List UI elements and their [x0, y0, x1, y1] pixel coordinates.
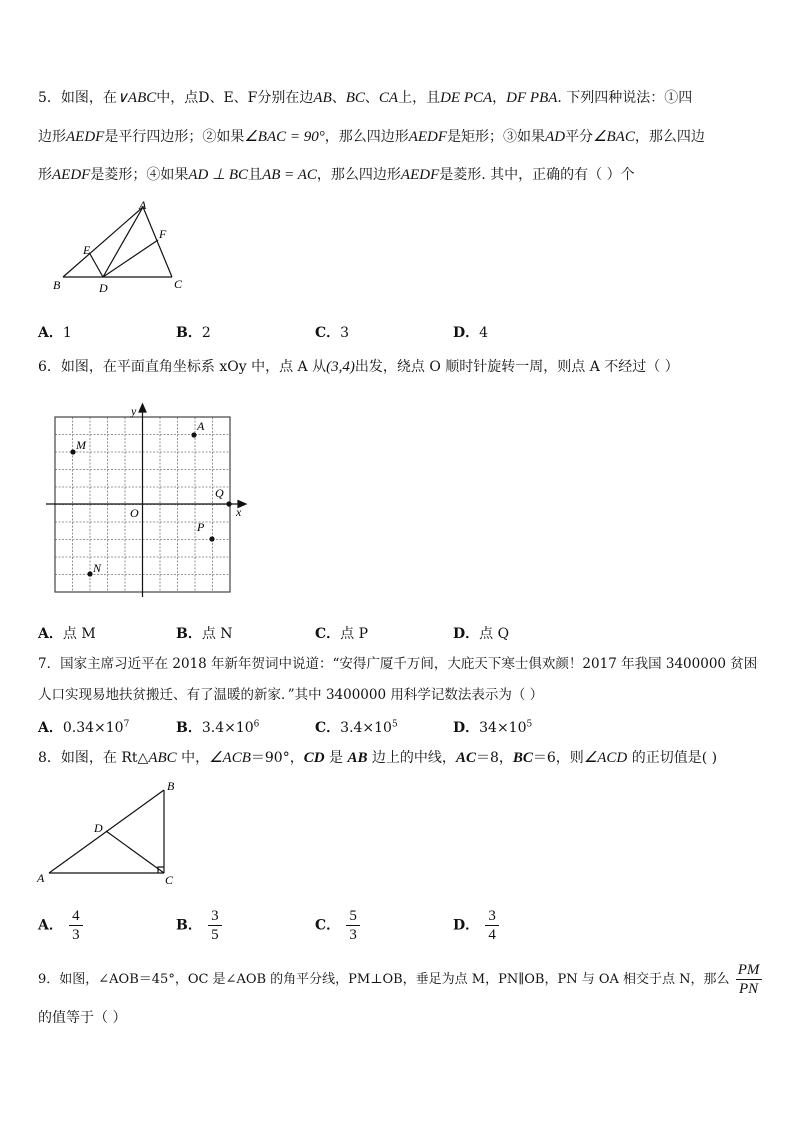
q6-number: 6． — [38, 359, 61, 375]
label-c: C — [165, 873, 174, 887]
q5-option-c[interactable]: C．3 — [315, 325, 350, 341]
fraction: $\frac{3}{4}$ — [485, 908, 499, 943]
q8-option-b[interactable]: B． $\frac{3}{5}$ — [176, 908, 222, 943]
y-axis-arrow-icon — [139, 404, 146, 412]
label-d: D — [94, 821, 103, 835]
point-p — [209, 536, 214, 541]
fraction: $\frac{4}{3}$ — [69, 908, 83, 943]
q8-option-a[interactable]: A． $\frac{4}{3}$ — [38, 908, 83, 943]
label-f: F — [159, 227, 167, 241]
q6-option-b[interactable]: B．点 N — [176, 626, 233, 642]
q7-line-1: 7．国家主席习近平在 2018 年新年贺词中说道：“安得广厦千万间，大庇天下寒士俱欢颜！2017 年我国 3400000 贫困 — [38, 656, 758, 672]
q7-option-a[interactable]: A．$0.34\times 10^7$ — [38, 719, 130, 736]
label-a: A — [139, 198, 147, 212]
point-m — [70, 449, 75, 454]
label-a: A — [197, 419, 205, 433]
q5-option-d[interactable]: D．4 — [453, 325, 489, 341]
point-a — [191, 432, 196, 437]
q8-right-triangle-figure — [34, 778, 184, 890]
label-x: x — [236, 505, 242, 519]
q8-number: 8． — [38, 750, 61, 766]
q9-number: 9． — [38, 972, 60, 987]
coordinate-3-4: (3,4) — [326, 359, 355, 375]
q8-line-1: 8．如图，在 Rt△ABC 中，∠ACB＝90°，CD 是 AB 边上的中线，AC＝8，BC＝6，则∠ACD 的正切值是( ) — [38, 750, 718, 766]
label-a: A — [37, 871, 45, 885]
label-p: P — [197, 520, 205, 534]
fraction: $\frac{5}{3}$ — [346, 908, 360, 943]
q5-line-3: 形AEDF是菱形；④如果AD ⊥ BC且AB = AC，那么四边形AEDF是菱形. 其中，正确的有（ ）个 — [38, 167, 635, 183]
point-q — [226, 501, 231, 506]
q6-line-1: 6．如图，在平面直角坐标系 xOy 中，点 A 从(3,4)出发，绕点 O 顺时针旋转一周，则点 A 不经过（ ） — [38, 359, 679, 375]
q6-coordinate-grid-figure — [46, 400, 256, 605]
q5-line-2: 边形AEDF是平行四边形；②如果∠BAC = 90°，那么四边形AEDF是矩形；③如果AD平分∠BAC，那么四边 — [38, 129, 705, 145]
q5-number: 5． — [38, 90, 61, 106]
de-parallel-ca: DE PCA — [440, 90, 493, 106]
segment-df — [103, 240, 158, 277]
q8-option-c[interactable]: C． $\frac{5}{3}$ — [315, 908, 360, 943]
q6-option-d[interactable]: D．点 Q — [453, 626, 510, 642]
label-m: M — [76, 438, 86, 452]
segment-ad — [103, 207, 143, 277]
q5-line-1: 5．如图，在∨ABC中，点D、E、F分别在边AB、BC、CA上，且DE PCA，DF PBA. 下列四种说法：①四 — [38, 90, 693, 106]
median-cd — [106, 831, 164, 873]
q6-option-a[interactable]: A．点 M — [38, 626, 96, 642]
label-c: C — [174, 277, 183, 291]
point-n — [87, 571, 92, 576]
segment-de — [90, 254, 103, 277]
q9-line-2: 的值等于（ ） — [38, 1010, 127, 1026]
q7-option-b[interactable]: B．$3.4\times 10^6$ — [176, 719, 260, 736]
q7-option-d[interactable]: D．$34\times 10^5$ — [453, 719, 533, 736]
q9-line-1: 9．如图，∠AOB＝45°，OC 是∠AOB 的角平分线，PM⊥OB，垂足为点 M，PN∥OB，PN 与 OA 相交于点 N，那么 $\frac{PM}{PN}$ — [38, 962, 762, 997]
label-e: E — [83, 243, 91, 257]
label-n: N — [93, 561, 102, 575]
q7-option-c[interactable]: C．$3.4\times 10^5$ — [315, 719, 398, 736]
q7-line-2: 人口实现易地扶贫搬迁、有了温暖的新家．”其中 3400000 用科学记数法表示为（ ） — [38, 687, 544, 703]
label-q: Q — [215, 486, 224, 500]
df-parallel-ba: DF PBA — [506, 90, 558, 106]
q5-option-b[interactable]: B．2 — [176, 325, 211, 341]
q5-option-a[interactable]: A．1 — [38, 325, 72, 341]
q5-triangle-figure — [45, 196, 195, 296]
fraction-pm-pn: $\frac{PM}{PN}$ — [736, 962, 762, 997]
label-y: y — [131, 404, 137, 418]
label-d: D — [99, 281, 108, 295]
fraction: $\frac{3}{5}$ — [208, 908, 222, 943]
label-b: B — [167, 779, 175, 793]
triangle-abc: ∨ABC — [116, 90, 157, 106]
label-b: B — [53, 278, 61, 292]
q6-option-c[interactable]: C．点 P — [315, 626, 369, 642]
label-o: O — [130, 506, 139, 520]
q7-number: 7． — [38, 656, 61, 672]
side-ab — [63, 207, 143, 277]
side-ac — [143, 207, 172, 277]
q8-option-d[interactable]: D． $\frac{3}{4}$ — [453, 908, 499, 943]
